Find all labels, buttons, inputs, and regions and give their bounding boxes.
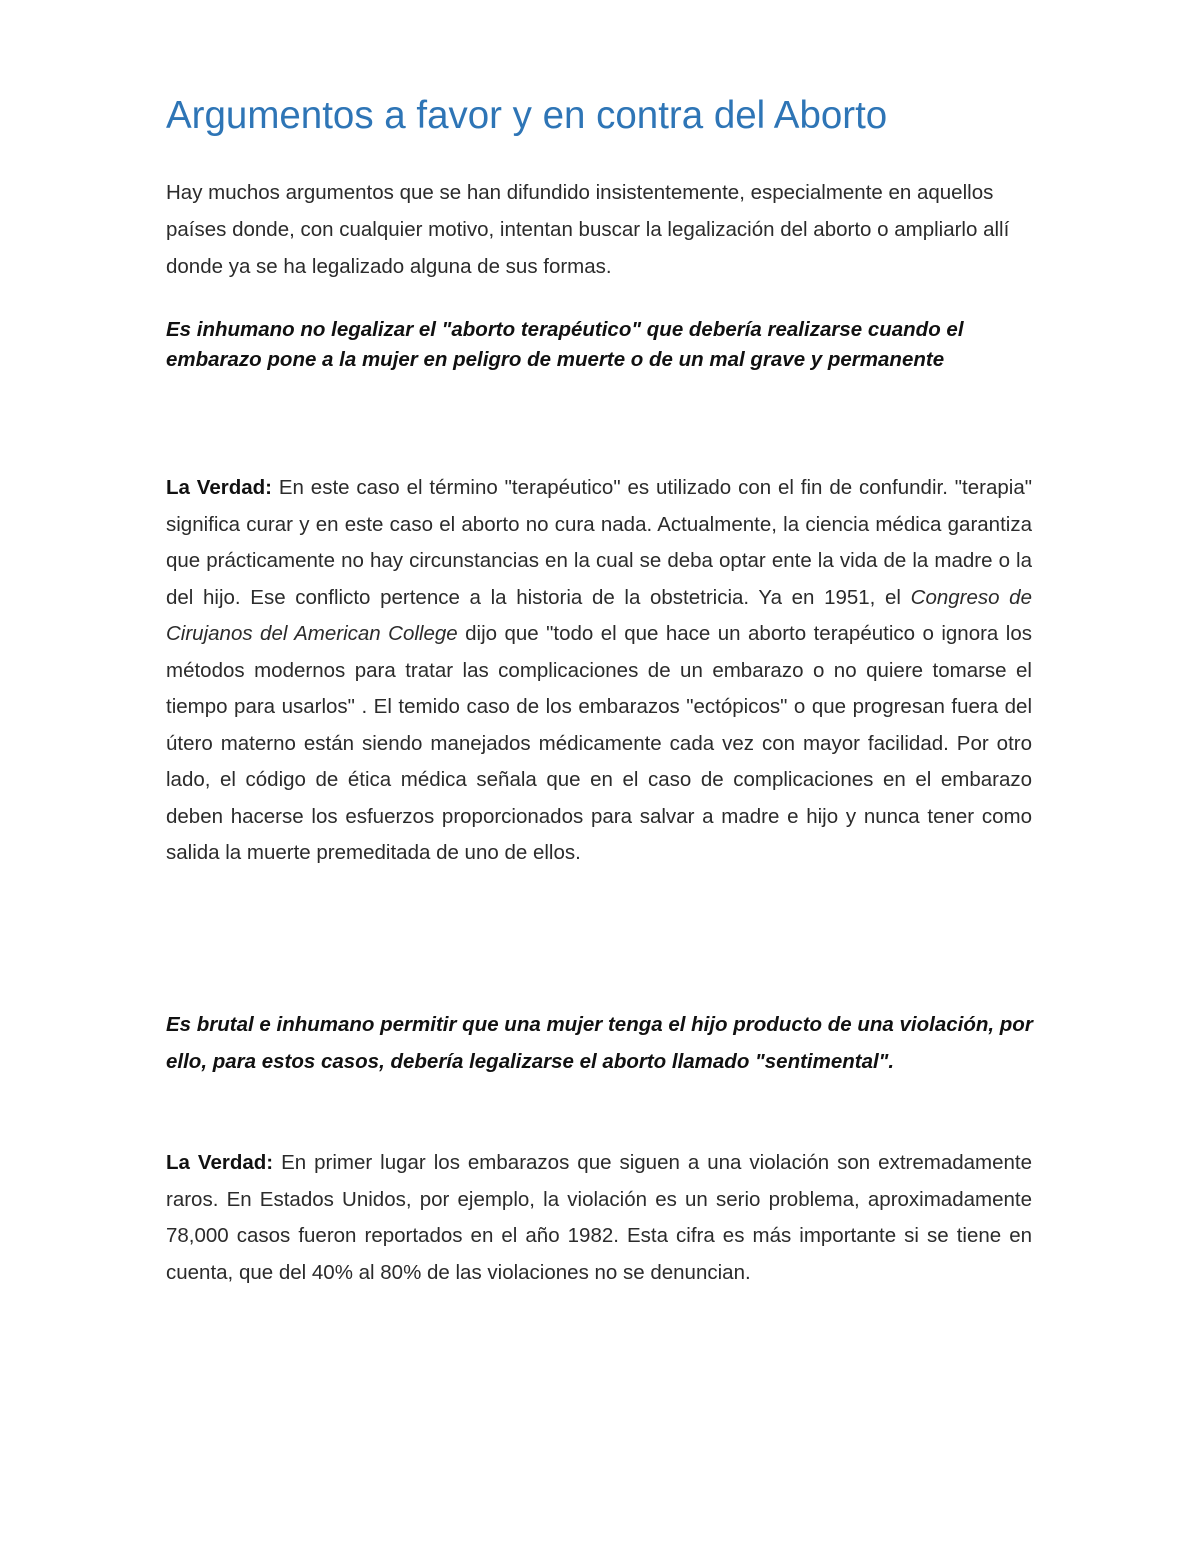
truth-label: La Verdad: (166, 476, 272, 499)
body-text: En primer lugar los embarazos que siguen a una violación son extremadamente raros. En Estados Unidos, por ejemplo, la violación es un serio problema, aproximadamente 78,000 casos fueron reportados en el año 1982. Esta cifra es más importante si se tiene en cuenta, que del 40% al 80% de las violaciones no se denuncian. (166, 1151, 1032, 1284)
body-text: En este caso el término "terapéutico" es utilizado con el fin de confundir. "terapia" significa curar y en este caso el aborto no cura nada. Actualmente, la ciencia médica garantiza que prácticamente no hay circunstancias en la cual se deba optar ente la vida de la madre o la del hijo. Ese conflicto pertence a la historia de la obstetricia. Ya en 1951, el (166, 476, 1032, 609)
intro-paragraph: Hay muchos argumentos que se han difundido insistentemente, especialmente en aquellos países donde, con cualquier motivo, intentan buscar la legalización del aborto o ampliarlo allí donde ya se ha legalizado alguna de sus formas. (166, 181, 1010, 278)
section-body-rape-abortion (166, 1145, 1032, 1291)
document-title: Argumentos a favor y en contra del Aborto (166, 94, 888, 137)
section-body-therapeutic-abortion (166, 470, 1032, 872)
section-heading-rape-abortion: Es brutal e inhumano permitir que una mujer tenga el hijo producto de una violación, por ello, para estos casos, debería legalizarse el aborto llamado "sentimental". (166, 1013, 1033, 1073)
truth-label: La Verdad: (166, 1151, 274, 1174)
body-text: dijo que "todo el que hace un aborto terapéutico o ignora los métodos modernos para tratar las complicaciones de un embarazo o no quiere tomarse el tiempo para usarlos" . El temido caso de los embarazos "ectópicos" o que progresan fuera del útero materno están siendo manejados médicamente cada vez con mayor facilidad. Por otro lado, el código de ética médica señala que en el caso de complicaciones en el embarazo deben hacerse los esfuerzos proporcionados para salvar a madre e hijo y nunca tener como salida la muerte premeditada de uno de ellos. (166, 622, 1032, 864)
reference-name: Congreso de Cirujanos del American College (166, 585, 1032, 645)
section-heading-therapeutic-abortion: Es inhumano no legalizar el "aborto terapéutico" que debería realizarse cuando el embarazo pone a la mujer en peligro de muerte o de un mal grave y permanente (166, 318, 964, 371)
